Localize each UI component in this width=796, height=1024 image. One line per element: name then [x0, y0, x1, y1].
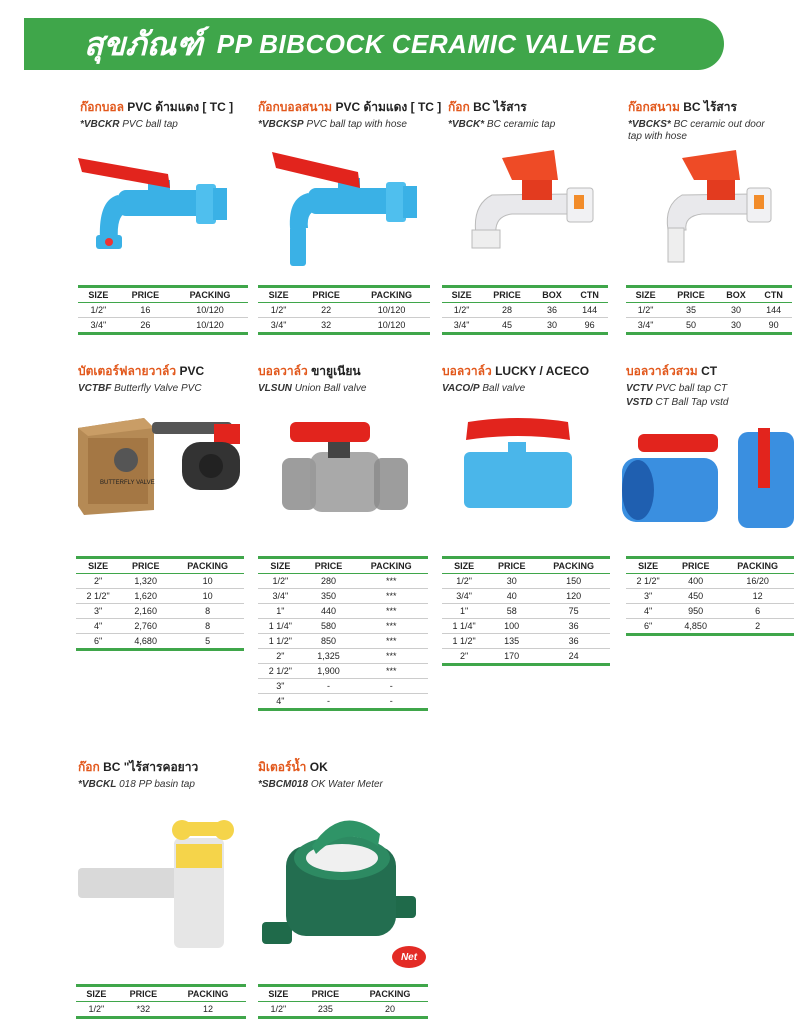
col-header: CTN: [755, 287, 792, 303]
col-header: PRICE: [486, 558, 537, 574]
product-title-th: ก๊อกบอลสนาม: [258, 100, 333, 114]
col-header: SIZE: [626, 287, 665, 303]
table-row: 3/4" 32 10/120: [258, 318, 430, 334]
col-header: PRICE: [665, 287, 717, 303]
product-desc: PVC ball tap CT: [655, 383, 728, 394]
product-desc: Butterfly Valve PVC: [114, 383, 202, 394]
water-meter-image: [260, 806, 420, 956]
col-header: PACKING: [172, 287, 248, 303]
product-desc: BC ceramic out door tap with hose: [628, 119, 765, 142]
col-header: CTN: [571, 287, 608, 303]
col-header: PACKING: [170, 986, 246, 1002]
product-title-th: ก๊อก: [448, 100, 470, 114]
product-title-rest: BC "ไร้สารคอยาว: [103, 760, 199, 774]
table-row: 1/2" 235 20: [258, 1002, 428, 1018]
product-desc: Ball valve: [482, 383, 526, 394]
product-desc: 018 PP basin tap: [119, 779, 195, 790]
table-row: 2" 1,325 ***: [258, 649, 428, 664]
product-title-th: บอลวาล์ว: [442, 364, 492, 378]
table-row: 2 1/2" 1,620 10: [76, 589, 244, 604]
product-title-rest: LUCKY / ACECO: [495, 364, 590, 378]
col-header: SIZE: [258, 558, 303, 574]
table-row: 2" 170 24: [442, 649, 610, 665]
product-desc: OK Water Meter: [310, 779, 383, 790]
product-code: VCTV: [626, 383, 653, 394]
table-row: 1 1/2" 850 ***: [258, 634, 428, 649]
product-title-th: มิเตอร์น้ำ: [258, 760, 307, 774]
table-row: 6" 4,680 5: [76, 634, 244, 650]
table-row: 1/2" *32 12: [76, 1002, 246, 1018]
bc-ceramic-outdoor-tap-image: [652, 150, 782, 266]
price-table-vctbf: [76, 556, 244, 651]
col-header: PACKING: [354, 558, 428, 574]
col-header: SIZE: [76, 986, 117, 1002]
page-header: [24, 18, 724, 70]
table-row: 2 1/2" 1,900 ***: [258, 664, 428, 679]
price-table-vbck: [442, 285, 608, 335]
product-title-rest: PVC ด้ามแดง [ TC ]: [127, 100, 234, 114]
product-title-rest: CT: [701, 364, 718, 378]
product-vctbf: [78, 362, 204, 395]
product-vbcks: [628, 98, 778, 143]
table-row: 1/2" 28 36 144: [442, 303, 608, 318]
table-row: 3/4" 40 120: [442, 589, 610, 604]
bc-ceramic-tap-image: [462, 150, 602, 260]
product-desc: PVC ball tap with hose: [306, 119, 407, 130]
price-table-vctv: [626, 556, 794, 636]
table-row: 3/4" 45 30 96: [442, 318, 608, 334]
product-title-th: ก๊อกสนาม: [628, 100, 680, 114]
net-badge: Net: [392, 946, 426, 968]
product-title-th: บอลวาล์วสวม: [626, 364, 698, 378]
col-header: PRICE: [119, 287, 172, 303]
product-desc: BC ceramic tap: [486, 119, 556, 130]
price-table-vlsun: [258, 556, 428, 711]
union-ball-valve-image: [276, 418, 426, 518]
product-title-rest: OK: [309, 760, 328, 774]
col-header: PACKING: [353, 287, 430, 303]
table-row: 4" - -: [258, 694, 428, 710]
pvc-ball-tap-hose-image: [268, 148, 428, 270]
product-code: *VBCK*: [448, 119, 485, 130]
product-title-rest: BC ไร้สาร: [473, 100, 527, 114]
product-code: *VBCKR: [80, 119, 120, 130]
product-vbckl: [78, 758, 198, 791]
col-header: PRICE: [303, 558, 355, 574]
table-row: 1/2" 16 10/120: [78, 303, 248, 318]
table-row: 1 1/2" 135 36: [442, 634, 610, 649]
product-desc: PVC ball tap: [122, 119, 178, 130]
product-desc: Union Ball valve: [294, 383, 367, 394]
price-table-vbckr: [78, 285, 248, 335]
price-table-sbcm018: [258, 984, 428, 1019]
product-title-rest: PVC: [179, 364, 205, 378]
col-header: BOX: [533, 287, 571, 303]
col-header: SIZE: [258, 986, 299, 1002]
product-code: VLSUN: [258, 383, 292, 394]
table-row: 4" 2,760 8: [76, 619, 244, 634]
col-header: PRICE: [481, 287, 533, 303]
col-header: SIZE: [442, 287, 481, 303]
header-title-th: สุขภัณฑ์: [84, 25, 203, 62]
col-header: PACKING: [537, 558, 610, 574]
col-header: SIZE: [76, 558, 120, 574]
col-header: PRICE: [670, 558, 721, 574]
table-row: 1 1/4" 100 36: [442, 619, 610, 634]
product-sbcm018: [258, 758, 383, 791]
table-row: 3" - -: [258, 679, 428, 694]
price-table-vbckl: [76, 984, 246, 1019]
product-vbck: [448, 98, 555, 131]
col-header: PRICE: [299, 986, 352, 1002]
price-table-vaco: [442, 556, 610, 666]
col-header: BOX: [717, 287, 755, 303]
col-header: PRICE: [117, 986, 170, 1002]
product-vbckr: [80, 98, 233, 131]
table-row: 1/2" 280 ***: [258, 574, 428, 589]
col-header: PACKING: [171, 558, 244, 574]
product-title-th: บัตเตอร์ฟลายวาล์ว: [78, 364, 177, 378]
box-label: BUTTERFLY VALVE: [100, 480, 155, 486]
basin-tap-image: [74, 818, 244, 958]
product-code: VCTBF: [78, 383, 112, 394]
col-header: PACKING: [352, 986, 428, 1002]
butterfly-valve-image: [74, 410, 254, 520]
product-vaco: [442, 362, 589, 395]
product-code: *VBCKSP: [258, 119, 304, 130]
product-code-2: VSTD: [626, 397, 653, 408]
table-row: 1" 440 ***: [258, 604, 428, 619]
table-row: 1 1/4" 580 ***: [258, 619, 428, 634]
table-row: 2 1/2" 400 16/20: [626, 574, 794, 589]
col-header: PACKING: [721, 558, 794, 574]
product-code: *VBCKL: [78, 779, 117, 790]
product-title-th: ก๊อกบอล: [80, 100, 124, 114]
col-header: SIZE: [442, 558, 486, 574]
product-code: VACO/P: [442, 383, 480, 394]
product-vlsun: [258, 362, 366, 395]
header-title-en: PP BIBCOCK CERAMIC VALVE BC: [216, 28, 657, 59]
product-code: *SBCM018: [258, 779, 309, 790]
col-header: SIZE: [78, 287, 119, 303]
product-title-th: ก๊อก: [78, 760, 100, 774]
col-header: SIZE: [258, 287, 299, 303]
table-row: 3/4" 50 30 90: [626, 318, 792, 334]
product-code: *VBCKS*: [628, 119, 671, 130]
table-row: 4" 950 6: [626, 604, 794, 619]
ct-ball-valve-image: [620, 424, 796, 532]
table-row: 1" 58 75: [442, 604, 610, 619]
product-title-rest: ขายูเนียน: [311, 364, 361, 378]
table-row: 3" 450 12: [626, 589, 794, 604]
table-row: 3/4" 350 ***: [258, 589, 428, 604]
col-header: PRICE: [299, 287, 353, 303]
price-table-vbcks: [626, 285, 792, 335]
table-row: 3/4" 26 10/120: [78, 318, 248, 334]
col-header: SIZE: [626, 558, 670, 574]
price-table-vbcksp: [258, 285, 430, 335]
product-title-rest: PVC ด้ามแดง [ TC ]: [335, 100, 442, 114]
product-desc-2: CT Ball Tap vstd: [655, 397, 729, 408]
table-row: 3" 2,160 8: [76, 604, 244, 619]
col-header: PRICE: [120, 558, 171, 574]
table-row: 1/2" 35 30 144: [626, 303, 792, 318]
pvc-ball-tap-image: [78, 150, 238, 260]
ball-valve-image: [458, 412, 586, 512]
product-title-th: บอลวาล์ว: [258, 364, 308, 378]
table-row: 1/2" 30 150: [442, 574, 610, 589]
product-title-rest: BC ไร้สาร: [683, 100, 737, 114]
product-vbcksp: [258, 98, 441, 131]
table-row: 1/2" 22 10/120: [258, 303, 430, 318]
table-row: 2" 1,320 10: [76, 574, 244, 589]
product-vctv: [626, 362, 728, 409]
table-row: 6" 4,850 2: [626, 619, 794, 635]
